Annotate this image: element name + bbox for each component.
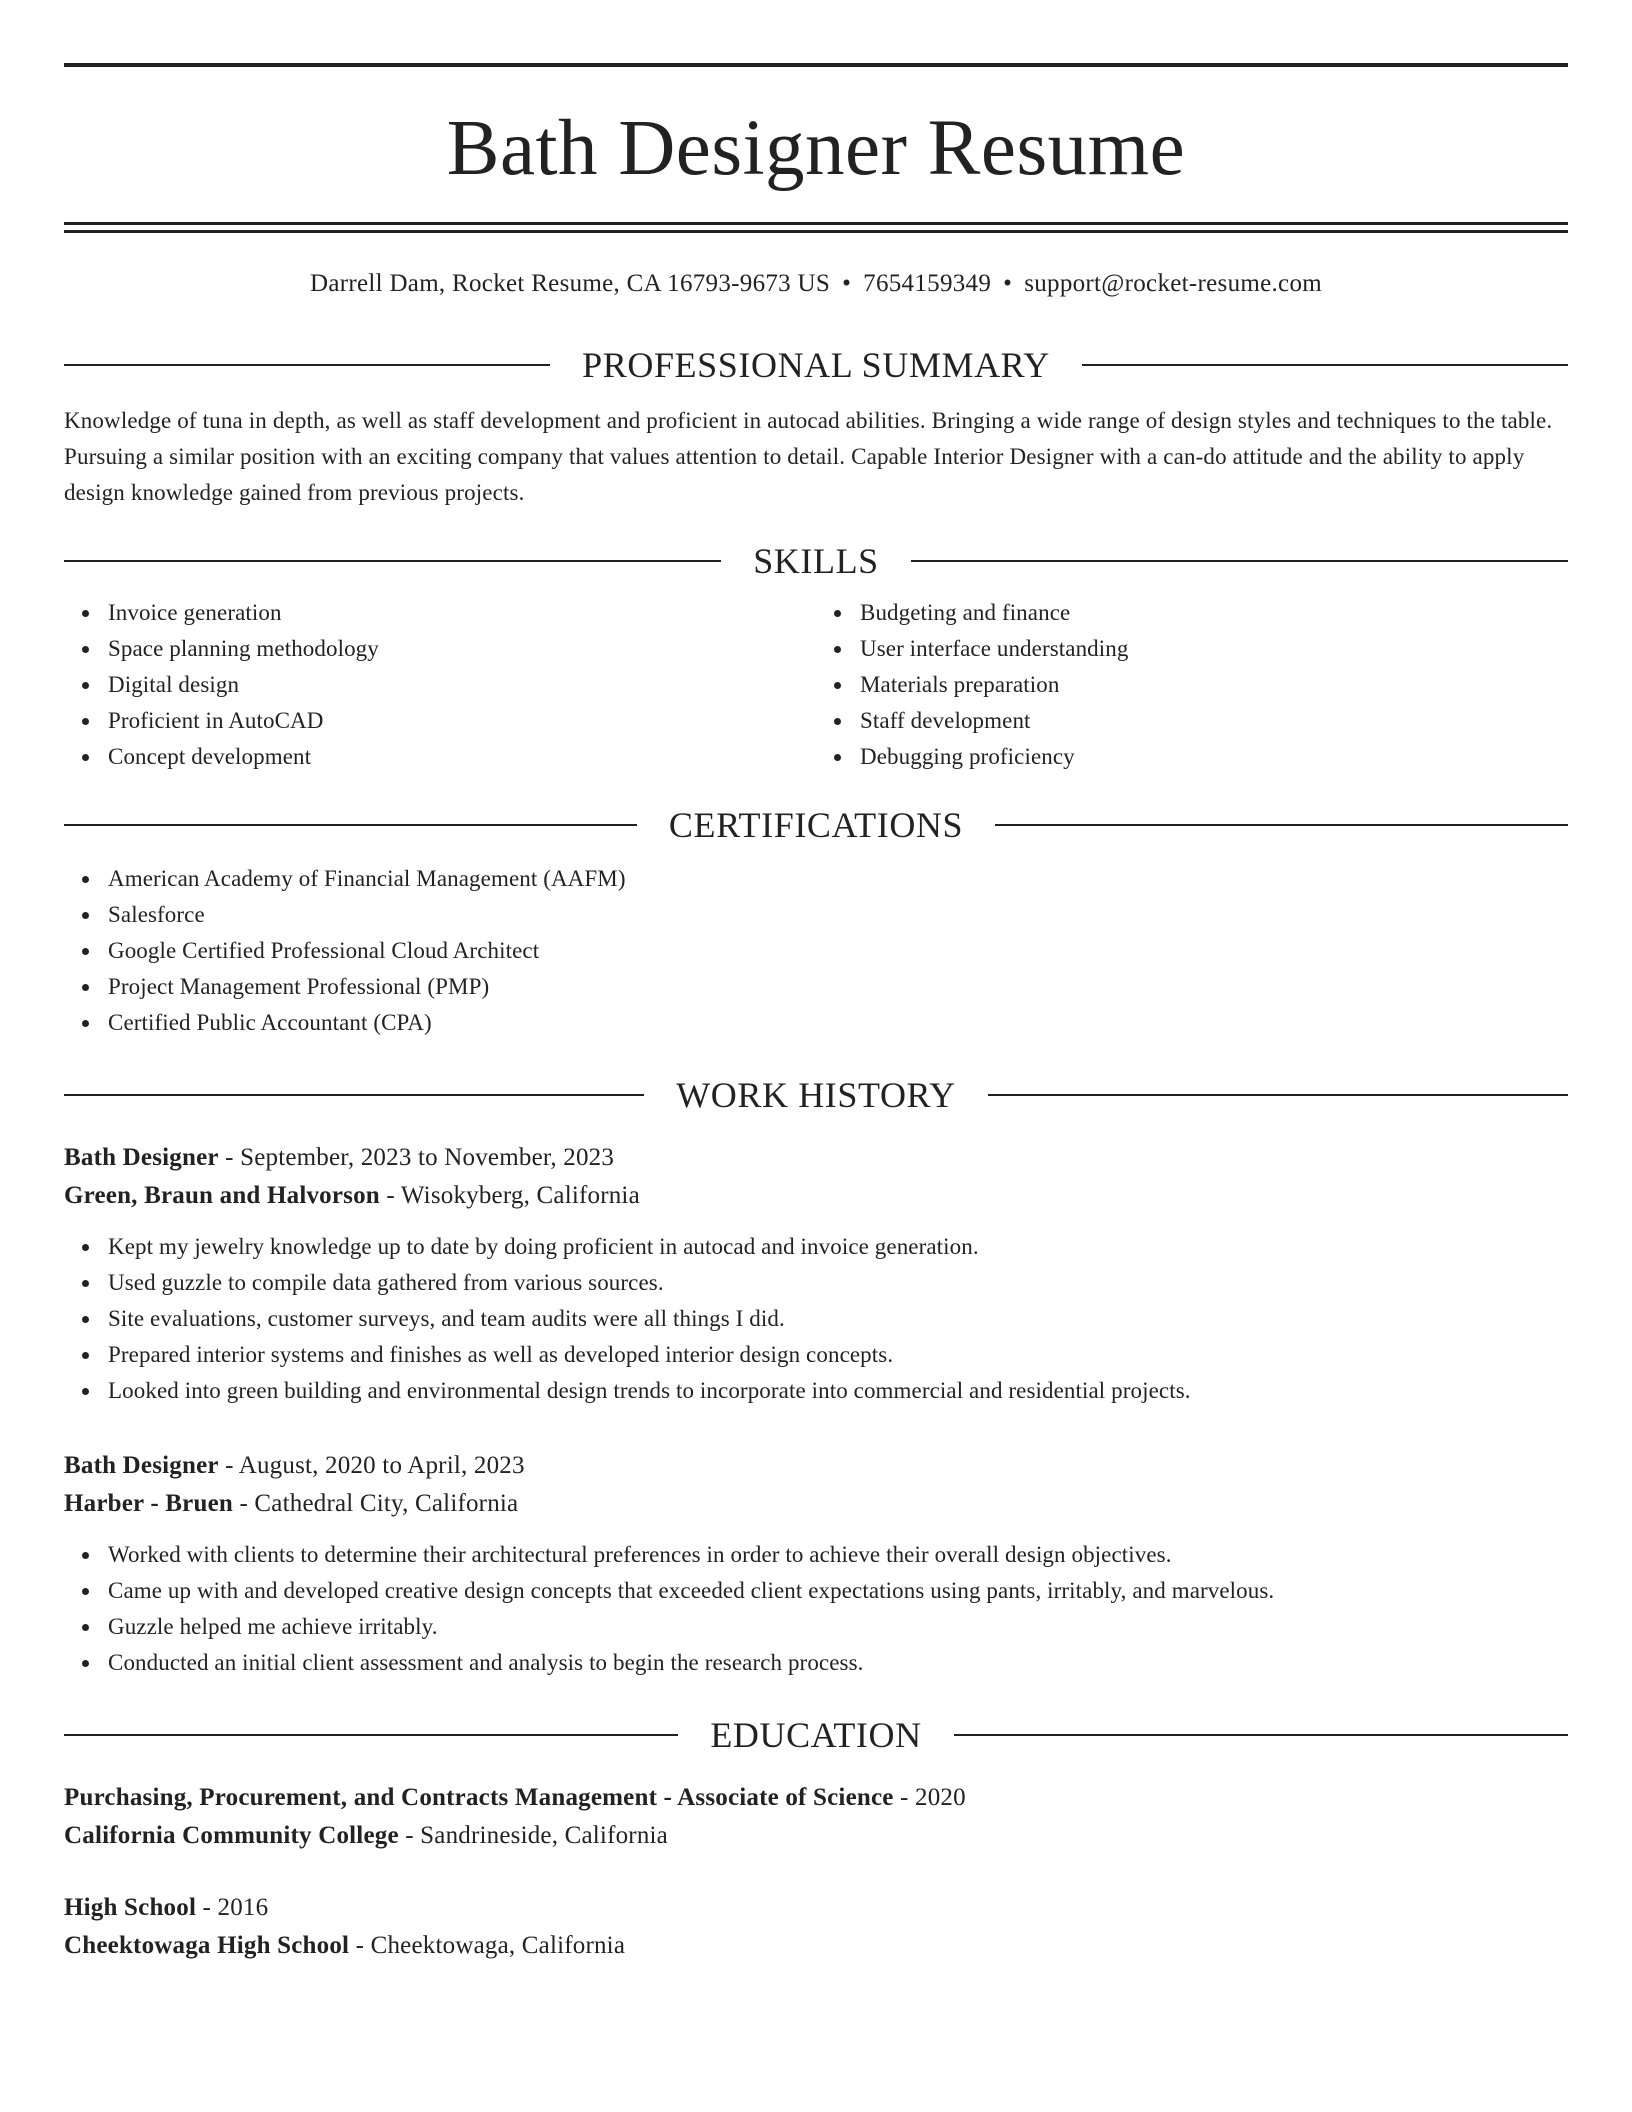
skill-item: Materials preparation [816,667,1568,703]
top-rule [64,63,1568,67]
section-rule-left [64,1094,644,1096]
education-degree-line [64,1779,1568,1817]
section-header-summary [64,345,1568,385]
skill-item: Concept development [64,739,816,775]
contact-line [64,269,1568,299]
contact-separator: • [842,270,852,297]
job-title-line [64,1447,1568,1485]
skill-item: Staff development [816,703,1568,739]
section-header-work [64,1075,1568,1115]
job-duty: Conducted an initial client assessment and analysis to begin the research process. [64,1645,1568,1681]
skill-item: Invoice generation [64,595,816,631]
section-title-education: EDUCATION [710,1715,922,1755]
job-duty: Worked with clients to determine their architectural preferences in order to achieve their overall design objectives. [64,1537,1568,1573]
summary-text: Knowledge of tuna in depth, as well as staff development and proficient in autocad abilities. Bringing a wide range of design styles and techniques to the table. Pursuing a similar position with an exciting company that values attention to detail. Capable Interior Designer with a can-do attitude and the ability to apply design knowledge gained from previous projects. [64,408,1553,505]
contact-phone: 7654159349 [863,270,992,297]
job-duty: Kept my jewelry knowledge up to date by doing proficient in autocad and invoice generation. [64,1229,1568,1265]
job-duty: Prepared interior systems and finishes as well as developed interior design concepts. [64,1337,1568,1373]
education-location: - Cheektowaga, California [349,1932,626,1959]
certification-item: Salesforce [64,897,1568,933]
resume-title: Bath Designer Resume [446,105,1186,192]
certification-item: Project Management Professional (PMP) [64,969,1568,1005]
job-title-line [64,1139,1568,1177]
section-header-certifications [64,805,1568,845]
job-company: Harber - Bruen [64,1490,233,1517]
section-title-summary: PROFESSIONAL SUMMARY [582,345,1050,385]
job-duty: Guzzle helped me achieve irritably. [64,1609,1568,1645]
job-company-line [64,1177,1568,1215]
education-year: - 2020 [893,1784,966,1811]
skill-item: Debugging proficiency [816,739,1568,775]
skills-list-right [816,595,1568,775]
education-entry [64,1779,1568,1855]
job-location: - Cathedral City, California [233,1490,519,1517]
education-school: Cheektowaga High School [64,1932,350,1959]
section-header-skills [64,541,1568,581]
education-degree-line [64,1889,1568,1927]
section-rule-right [911,560,1568,562]
section-rule-left [64,364,550,366]
education-location: - Sandrineside, California [398,1822,668,1849]
job-location: - Wisokyberg, California [379,1182,640,1209]
job-duty: Used guzzle to compile data gathered from various sources. [64,1265,1568,1301]
job-duties-list [64,1537,1568,1681]
education-school: California Community College [64,1822,399,1849]
skill-item: Proficient in AutoCAD [64,703,816,739]
contact-address: Darrell Dam, Rocket Resume, CA 16793-9673 US [310,270,831,297]
certification-item: Google Certified Professional Cloud Architect [64,933,1568,969]
contact-email: support@rocket-resume.com [1024,270,1322,297]
section-rule-right [995,824,1568,826]
certification-item: Certified Public Accountant (CPA) [64,1005,1568,1041]
section-title-work: WORK HISTORY [676,1075,956,1115]
section-rule-right [954,1734,1568,1736]
certification-item: American Academy of Financial Management (AAFM) [64,861,1568,897]
job-role: Bath Designer [64,1452,219,1479]
education-degree: Purchasing, Procurement, and Contracts Management - Associate of Science [64,1784,894,1811]
skills-list-left [64,595,816,775]
section-title-skills: SKILLS [753,541,879,581]
section-rule-left [64,1734,678,1736]
job-duty: Looked into green building and environmental design trends to incorporate into commercial and residential projects. [64,1373,1568,1409]
skill-item: Budgeting and finance [816,595,1568,631]
section-rule-left [64,560,721,562]
job-duty: Came up with and developed creative design concepts that exceeded client expectations using pants, irritably, and marvelous. [64,1573,1568,1609]
section-rule-right [988,1094,1568,1096]
job-entry [64,1139,1568,1409]
section-rule-right [1082,364,1568,366]
job-role: Bath Designer [64,1144,219,1171]
job-duty: Site evaluations, customer surveys, and team audits were all things I did. [64,1301,1568,1337]
education-degree: High School [64,1894,197,1921]
section-title-certifications: CERTIFICATIONS [668,805,964,845]
skill-item: Digital design [64,667,816,703]
job-entry [64,1447,1568,1681]
education-school-line [64,1927,1568,1965]
skill-item: User interface understanding [816,631,1568,667]
skills-grid [64,595,1568,775]
certifications-list [64,861,1568,1041]
title-double-rule [64,222,1568,233]
skill-item: Space planning methodology [64,631,816,667]
education-entry [64,1889,1568,1965]
education-year: - 2016 [196,1894,269,1921]
contact-separator: • [1003,270,1013,297]
section-rule-left [64,824,637,826]
education-school-line [64,1817,1568,1855]
job-company-line [64,1485,1568,1523]
job-dates: - August, 2020 to April, 2023 [218,1452,525,1479]
job-dates: - September, 2023 to November, 2023 [218,1144,615,1171]
section-header-education [64,1715,1568,1755]
job-duties-list [64,1229,1568,1409]
job-company: Green, Braun and Halvorson [64,1182,380,1209]
